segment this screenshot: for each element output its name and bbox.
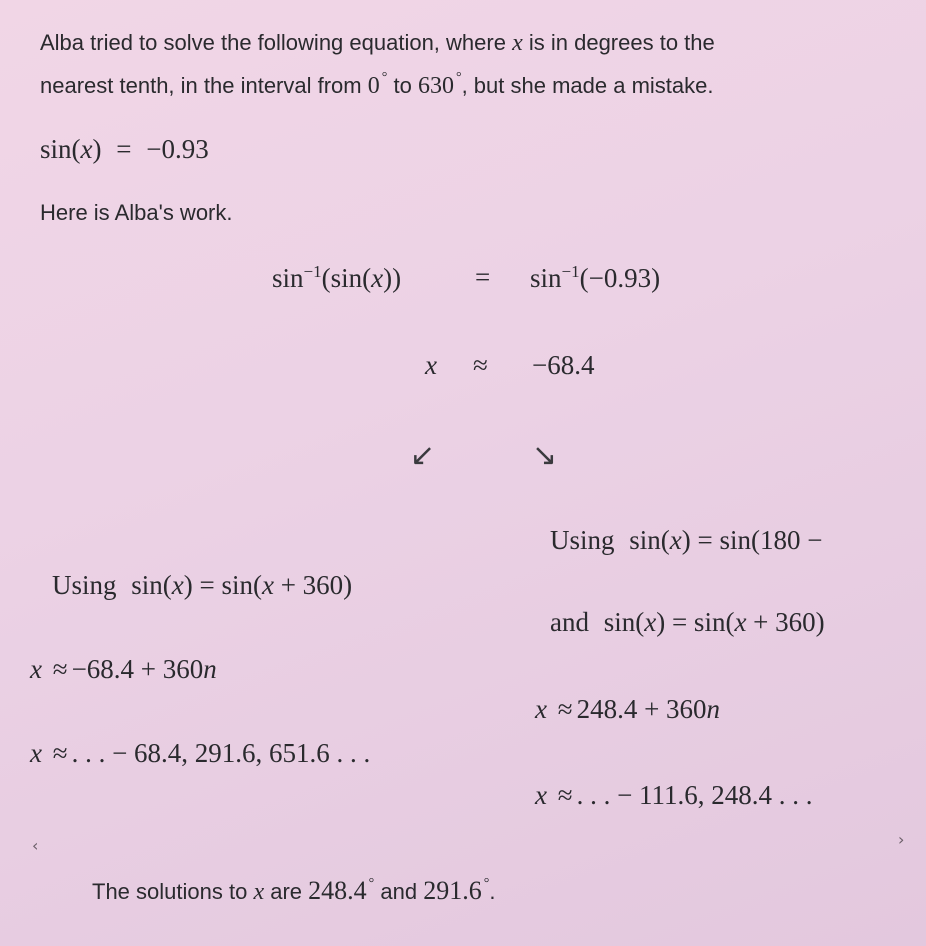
right-branch-identity-2: and sin(x) = sin(x + 360) bbox=[550, 607, 825, 637]
solution-value-1: 248.4 bbox=[308, 876, 367, 905]
left-branch-general-solution: x ≈ −68.4 + 360n bbox=[30, 654, 217, 684]
conclusion: The solutions to x are 248.4 ° and 291.6 °. bbox=[92, 876, 496, 905]
arrow-down-left-icon: ↙ bbox=[410, 438, 436, 473]
left-branch-solution-list: x ≈ . . . − 68.4, 291.6, 651.6 . . . bbox=[30, 738, 371, 768]
right-branch-solution-list: x ≈ . . . − 111.6, 248.4 . . . bbox=[535, 780, 813, 810]
degree-symbol: ° bbox=[455, 70, 462, 85]
degree-symbol: ° bbox=[381, 70, 388, 85]
step-1-lhs: $\sin^{-1}(\sin(x))$ bbox=[272, 262, 402, 293]
scroll-left-icon: ‹ bbox=[32, 836, 39, 855]
intro-line-2: nearest tenth, in the interval from 0 ° to 630 °, but she made a mistake. bbox=[40, 70, 714, 99]
left-branch-identity: Using sin(x) = sin(x + 360) bbox=[52, 570, 353, 600]
step-1-rhs: $\sin^{-1}(-0.93)$ bbox=[530, 262, 661, 293]
given-equation: sin(x) = −0.93 bbox=[40, 134, 209, 164]
intro-line-1: Alba tried to solve the following equation, where x is in degrees to the bbox=[40, 30, 715, 56]
arrow-down-right-icon: ↘ bbox=[532, 438, 558, 473]
step-2-approx: ≈ bbox=[473, 350, 488, 380]
variable-x: x bbox=[512, 30, 523, 56]
right-branch-general-solution: x ≈ 248.4 + 360n bbox=[535, 694, 721, 724]
scroll-right-icon: › bbox=[898, 830, 905, 849]
step-1-equals: = bbox=[475, 262, 491, 292]
right-branch-identity-1: Using sin(x) = sin(180 − bbox=[550, 525, 823, 555]
interval-start: 0 bbox=[367, 73, 380, 99]
step-2-value: −68.4 bbox=[532, 350, 595, 380]
solution-value-2: 291.6 bbox=[423, 876, 482, 905]
step-2-var: x bbox=[425, 350, 437, 380]
work-heading: Here is Alba's work. bbox=[40, 200, 233, 225]
interval-end: 630 bbox=[417, 73, 454, 99]
